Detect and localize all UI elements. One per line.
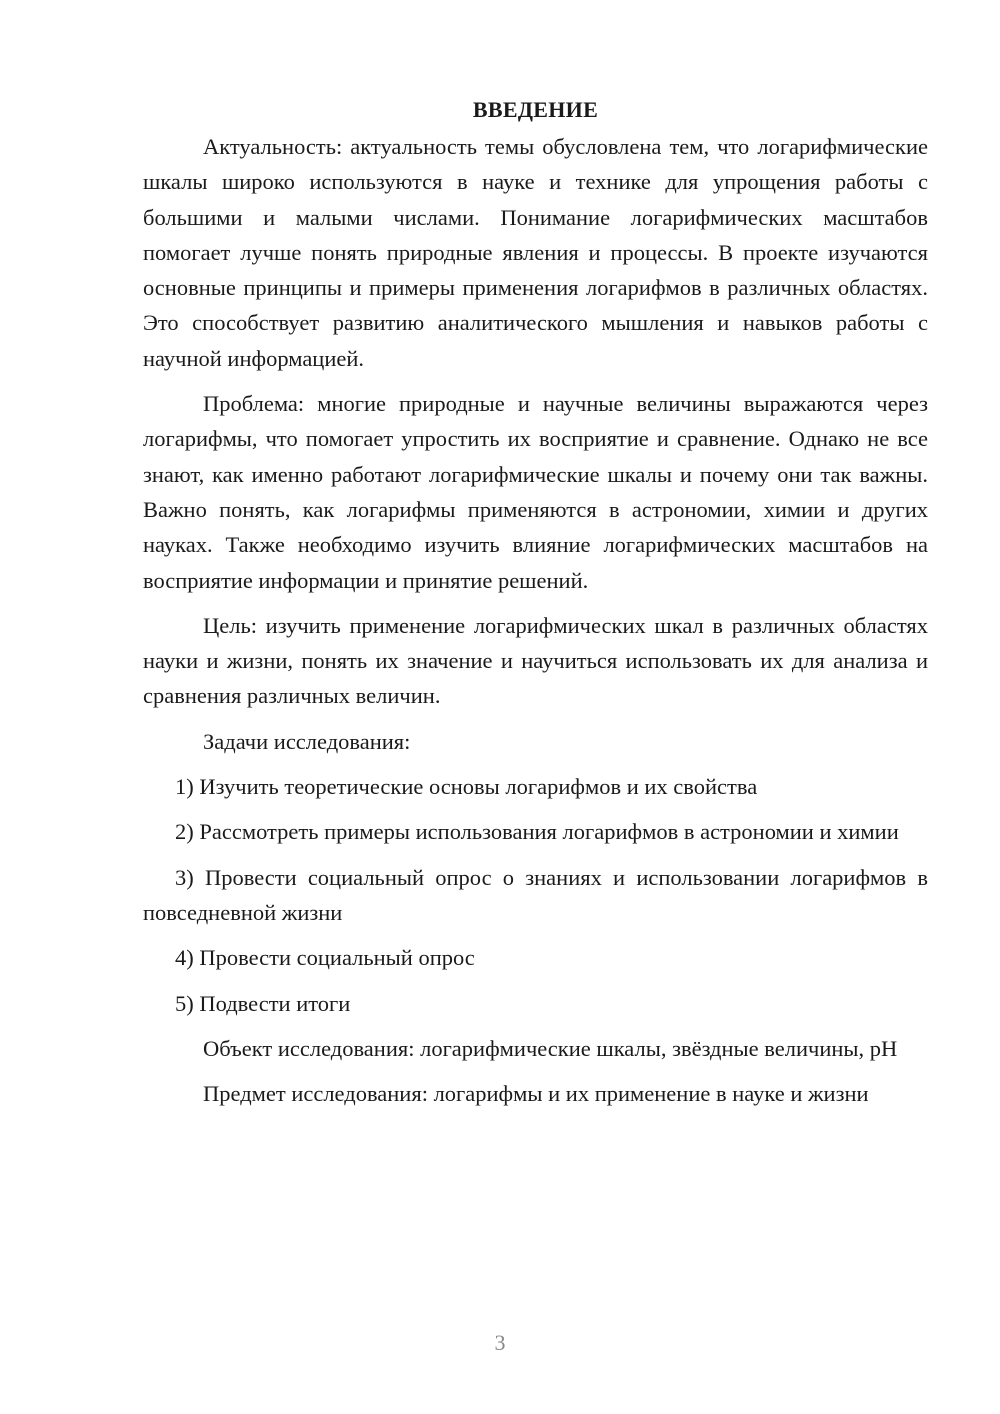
task-item-5: 5) Подвести итоги (175, 990, 351, 1016)
problem-paragraph: Проблема: многие природные и научные величины выражаются через логарифмы, что помогает упростить их восприятие и сравнение. Однако не все знают, как именно работают логарифмические шкалы и почему они так важны. Важно понять, как логарифмы применяются в астрономии, химии и других науках. Также необходимо изучить влияние логарифмических масштабов на восприятие информации и принятие решений. (143, 391, 928, 593)
goal-paragraph: Цель: изучить применение логарифмических шкал в различных областях науки и жизни, понять их значение и научиться использовать их для анализа и сравнения различных величин. (143, 612, 928, 709)
page-number: 3 (494, 1330, 506, 1355)
task-item-3: 3) Провести социальный опрос о знаниях и использовании логарифмов в повседневной жизни (143, 864, 928, 925)
task-item-1: 1) Изучить теоретические основы логарифмов и их свойства (175, 774, 758, 800)
relevance-paragraph: Актуальность: актуальность темы обусловлена тем, что логарифмические шкалы широко используются в науке и технике для упрощения работы с большими и малыми числами. Понимание логарифмических масштабов помогает лучше понять природные явления и процессы. В проекте изучаются основные принципы и примеры применения логарифмов в различных областях. Это способствует развитию аналитического мышления и навыков работы с научной информацией. (143, 134, 928, 371)
tasks-heading: Задачи исследования: (203, 728, 411, 754)
section-title: ВВЕДЕНИЕ (472, 97, 599, 122)
task-item-4: 4) Провести социальный опрос (175, 945, 475, 971)
task-item-2: 2) Рассмотреть примеры использования логарифмов в астрономии и химии (175, 819, 899, 845)
subject-paragraph: Предмет исследования: логарифмы и их применение в науке и жизни (203, 1081, 869, 1107)
document-page (143, 92, 928, 1121)
object-paragraph: Объект исследования: логарифмические шкалы, звёздные величины, pH (203, 1035, 898, 1061)
